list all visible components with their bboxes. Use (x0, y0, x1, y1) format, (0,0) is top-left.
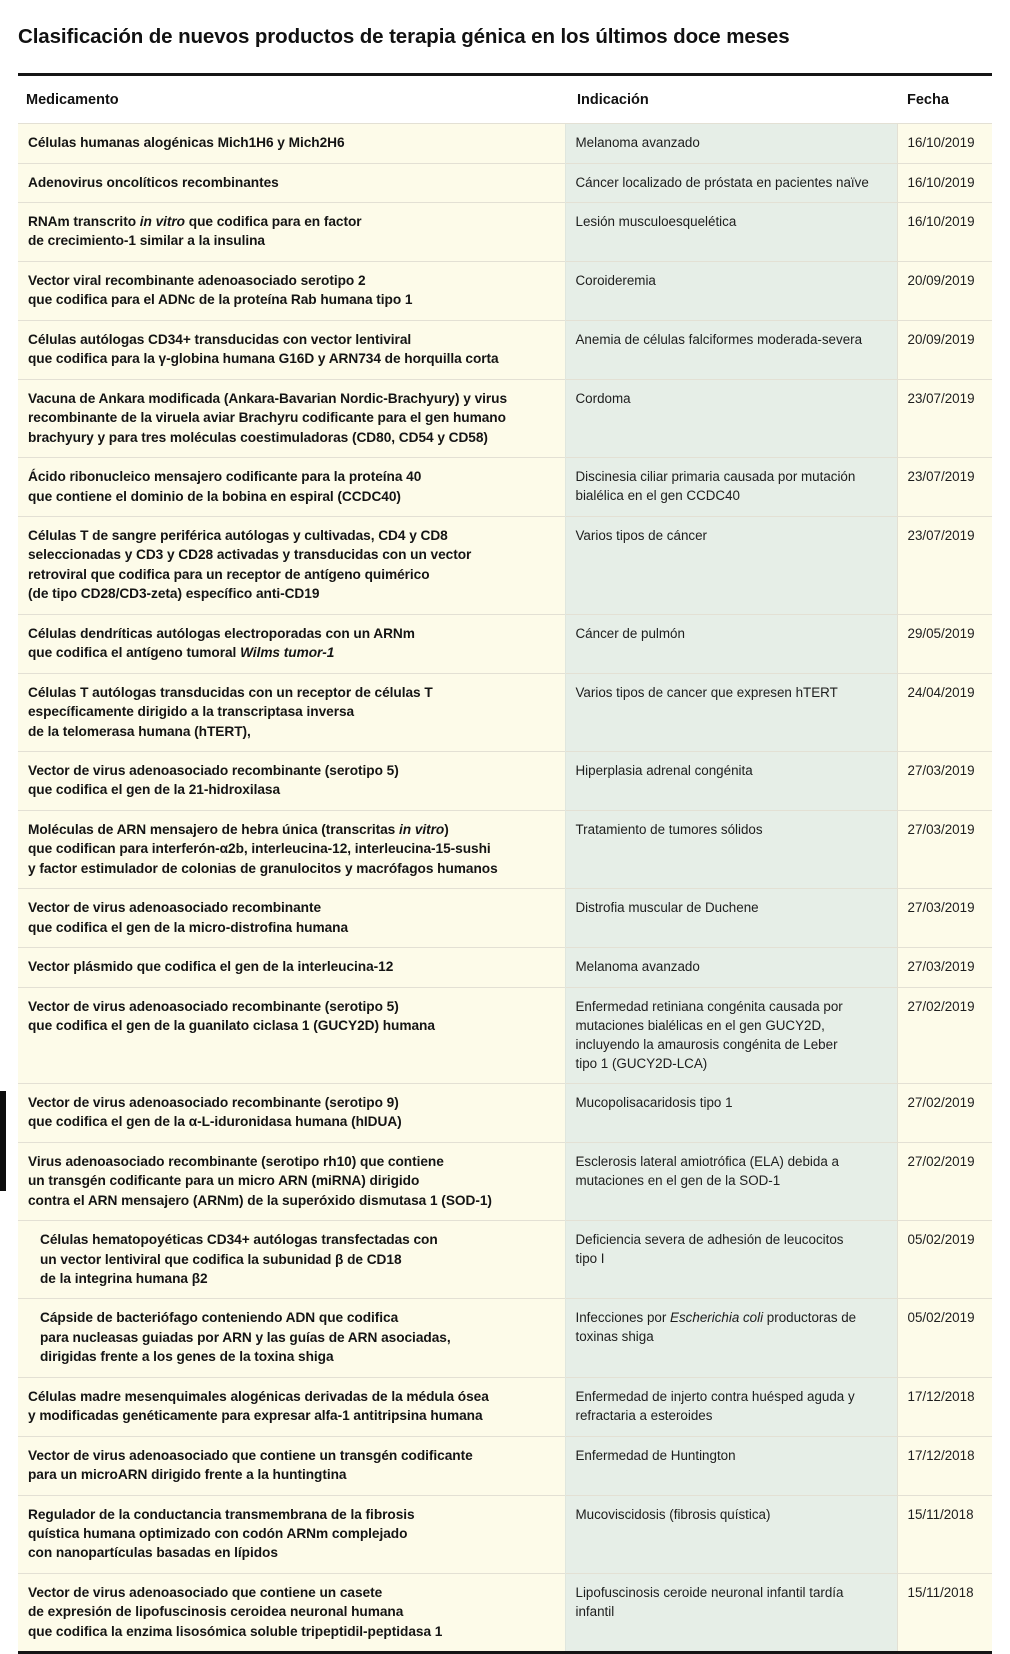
table-row (18, 516, 992, 614)
cell-fecha: 24/04/2019 (897, 673, 992, 751)
indicacion-line: Melanoma avanzado (575, 135, 700, 151)
medicamento-line: un vector lentiviral que codifica la subunidad β de CD18 (40, 1251, 402, 1267)
medicamento-line: Vector de virus adenoasociado recombinante (28, 900, 322, 916)
table-row (18, 1083, 992, 1142)
medicamento-line: que contiene el dominio de la bobina en espiral (CCDC40) (28, 488, 401, 504)
medicamento-line: que codifica el gen de la micro-distrofina humana (28, 919, 349, 935)
cell-medicamento (18, 1436, 565, 1495)
cell-medicamento (18, 202, 565, 261)
cell-medicamento (18, 1083, 565, 1142)
cell-indicacion (565, 948, 897, 987)
table-row (18, 1573, 992, 1651)
table-row (18, 1377, 992, 1436)
cell-medicamento (18, 1221, 565, 1299)
indicacion-line: tipo 1 (GUCY2D-LCA) (575, 1055, 708, 1071)
medicamento-line: Vector de virus adenoasociado que contiene un casete (28, 1584, 383, 1600)
table-row (18, 320, 992, 379)
medicamento-line: Células T autólogas transducidas con un receptor de células T (28, 684, 433, 700)
table-body (18, 124, 992, 1652)
cell-fecha: 05/02/2019 (897, 1221, 992, 1299)
medicamento-line: un transgén codificante para un micro ARN (miRNA) dirigido (28, 1173, 420, 1189)
medicamento-line: contra el ARN mensajero (ARNm) de la superóxido dismutasa 1 (SOD-1) (28, 1192, 492, 1208)
cell-fecha: 17/12/2018 (897, 1377, 992, 1436)
medicamento-line: Células dendríticas autólogas electroporadas con un ARNm (28, 625, 415, 641)
medicamento-line: Virus adenoasociado recombinante (serotipo rh10) que contiene (28, 1153, 444, 1169)
cell-medicamento (18, 1573, 565, 1651)
cell-fecha: 16/10/2019 (897, 202, 992, 261)
cell-indicacion (565, 614, 897, 673)
cell-fecha: 16/10/2019 (897, 163, 992, 202)
cell-indicacion (565, 1573, 897, 1651)
cell-medicamento (18, 163, 565, 202)
page-title-emphasis: terapia génica (389, 24, 526, 48)
cell-fecha: 15/11/2018 (897, 1573, 992, 1651)
gene-therapy-table (18, 76, 992, 1651)
page-edge-artifact (0, 1091, 6, 1191)
indicacion-line: Discinesia ciliar primaria causada por mutación (575, 469, 856, 485)
medicamento-line: Células hematopoyéticas CD34+ autólogas transfectadas con (40, 1232, 438, 1248)
cell-fecha: 17/12/2018 (897, 1436, 992, 1495)
medicamento-line: Ácido ribonucleico mensajero codificante para la proteína 40 (28, 469, 422, 485)
medicamento-line: recombinante de la viruela aviar Brachyru codificante para el gen humano (28, 410, 506, 426)
medicamento-line: que codifica la enzima lisosómica soluble tripeptidil-peptidasa 1 (28, 1623, 443, 1639)
cell-indicacion (565, 124, 897, 163)
medicamento-line: brachyury y para tres moléculas coestimuladoras (CD80, CD54 y CD58) (28, 429, 488, 445)
medicamento-line: Células madre mesenquimales alogénicas derivadas de la médula ósea (28, 1388, 489, 1404)
cell-medicamento (18, 1299, 565, 1377)
indicacion-line: Distrofia muscular de Duchene (575, 900, 759, 916)
indicacion-line: Lipofuscinosis ceroide neuronal infantil tardía (575, 1584, 844, 1600)
cell-indicacion (565, 379, 897, 457)
medicamento-line: que codifica el gen de la α-L-iduronidasa humana (hIDUA) (28, 1114, 402, 1130)
medicamento-line: que codifica el gen de la 21-hidroxilasa (28, 782, 281, 798)
medicamento-line: que codifican para interferón-α2b, interleucina-12, interleucina-15-sushi (28, 841, 491, 857)
indicacion-line: Esclerosis lateral amiotrófica (ELA) debida a (575, 1153, 839, 1169)
medicamento-line: y factor estimulador de colonias de granulocitos y macrófagos humanos (28, 860, 498, 876)
indicacion-line: Melanoma avanzado (575, 959, 700, 975)
cell-indicacion (565, 261, 897, 320)
indicacion-line: Coroideremia (575, 272, 656, 288)
indicacion-line: Mucoviscidosis (fibrosis quística) (575, 1506, 771, 1522)
medicamento-line: y modificadas genéticamente para expresar alfa-1 antitripsina humana (28, 1408, 483, 1424)
cell-fecha: 27/03/2019 (897, 752, 992, 811)
cell-medicamento (18, 673, 565, 751)
table-row (18, 202, 992, 261)
medicamento-line: para un microARN dirigido frente a la huntingtina (28, 1467, 347, 1483)
medicamento-line: Vacuna de Ankara modificada (Ankara-Bavarian Nordic-Brachyury) y virus (28, 390, 508, 406)
medicamento-line: para nucleasas guiadas por ARN y las guías de ARN asociadas, (40, 1329, 451, 1345)
medicamento-line: de crecimiento-1 similar a la insulina (28, 233, 265, 249)
medicamento-line: (de tipo CD28/CD3-zeta) específico anti-CD19 (28, 586, 320, 602)
indicacion-line: mutaciones en el gen de la SOD-1 (575, 1172, 781, 1188)
cell-indicacion (565, 1299, 897, 1377)
indicacion-line: Mucopolisacaridosis tipo 1 (575, 1094, 733, 1110)
indicacion-line: Hiperplasia adrenal congénita (575, 763, 753, 779)
cell-indicacion (565, 1083, 897, 1142)
cell-medicamento (18, 320, 565, 379)
cell-indicacion (565, 1142, 897, 1220)
table-row (18, 261, 992, 320)
cell-fecha: 27/02/2019 (897, 1083, 992, 1142)
indicacion-line: mutaciones bialélicas en el gen GUCY2D, (575, 1017, 825, 1033)
table-row (18, 1299, 992, 1377)
indicacion-line: Cáncer localizado de próstata en pacientes naïve (575, 174, 869, 190)
indicacion-line: Cordoma (575, 390, 631, 406)
cell-indicacion (565, 987, 897, 1083)
cell-indicacion (565, 163, 897, 202)
cell-medicamento (18, 458, 565, 517)
cell-indicacion (565, 1377, 897, 1436)
cell-medicamento (18, 1142, 565, 1220)
medicamento-line: Regulador de la conductancia transmembrana de la fibrosis (28, 1506, 415, 1522)
table-header-row (18, 76, 992, 124)
cell-medicamento (18, 1495, 565, 1573)
cell-fecha: 20/09/2019 (897, 261, 992, 320)
cell-medicamento (18, 752, 565, 811)
cell-fecha: 05/02/2019 (897, 1299, 992, 1377)
page-title-prefix: Clasificación de nuevos productos de (18, 24, 390, 48)
cell-medicamento (18, 124, 565, 163)
medicamento-line: Células autólogas CD34+ transducidas con vector lentiviral (28, 331, 412, 347)
indicacion-line: Enfermedad de Huntington (575, 1447, 736, 1463)
cell-fecha: 27/03/2019 (897, 810, 992, 888)
document-page (0, 14, 1010, 1654)
indicacion-line: Infecciones por Escherichia coli productoras de (575, 1310, 857, 1326)
indicacion-line: Varios tipos de cancer que expresen hTERT (575, 684, 838, 700)
cell-medicamento (18, 948, 565, 987)
cell-indicacion (565, 320, 897, 379)
medicamento-line: específicamente dirigido a la transcriptasa inversa (28, 704, 355, 720)
column-header-indicacion: Indicación (565, 76, 897, 124)
cell-indicacion (565, 1495, 897, 1573)
medicamento-line: de la telomerasa humana (hTERT), (28, 723, 251, 739)
cell-fecha: 27/02/2019 (897, 1142, 992, 1220)
cell-indicacion (565, 752, 897, 811)
indicacion-line: Cáncer de pulmón (575, 625, 685, 641)
cell-indicacion (565, 1221, 897, 1299)
page-title (18, 14, 992, 60)
table-row (18, 1142, 992, 1220)
indicacion-line: Lesión musculoesquelética (575, 213, 737, 229)
cell-indicacion (565, 516, 897, 614)
cell-fecha: 16/10/2019 (897, 124, 992, 163)
table-row (18, 752, 992, 811)
medicamento-line: de expresión de lipofuscinosis ceroidea neuronal humana (28, 1604, 404, 1620)
indicacion-line: tipo I (575, 1251, 605, 1267)
table-row (18, 1495, 992, 1573)
page-title-suffix: en los últimos doce meses (525, 24, 790, 48)
cell-indicacion (565, 810, 897, 888)
cell-medicamento (18, 889, 565, 948)
cell-fecha: 23/07/2019 (897, 379, 992, 457)
cell-medicamento (18, 614, 565, 673)
medicamento-line: Vector de virus adenoasociado recombinante (serotipo 5) (28, 998, 399, 1014)
medicamento-line: que codifica el antígeno tumoral Wilms tumor-1 (28, 645, 335, 661)
medicamento-line: dirigidas frente a los genes de la toxina shiga (40, 1349, 334, 1365)
column-header-medicamento: Medicamento (18, 76, 565, 124)
cell-fecha: 27/03/2019 (897, 948, 992, 987)
table-header (18, 76, 992, 124)
table-row (18, 1221, 992, 1299)
table-row (18, 163, 992, 202)
cell-medicamento (18, 987, 565, 1083)
indicacion-line: Varios tipos de cáncer (575, 527, 707, 543)
cell-indicacion (565, 673, 897, 751)
indicacion-line: Deficiencia severa de adhesión de leucocitos (575, 1232, 844, 1248)
medicamento-line: Vector de virus adenoasociado recombinante (serotipo 9) (28, 1094, 399, 1110)
medicamento-line: Vector viral recombinante adenoasociado serotipo 2 (28, 272, 366, 288)
table-row (18, 458, 992, 517)
cell-indicacion (565, 202, 897, 261)
table-row (18, 987, 992, 1083)
medicamento-line: con nanopartículas basadas en lípidos (28, 1545, 278, 1561)
medicamento-line: que codifica para el ADNc de la proteína Rab humana tipo 1 (28, 292, 413, 308)
medicamento-line: Vector plásmido que codifica el gen de la interleucina-12 (28, 959, 394, 975)
medicamento-line: de la integrina humana β2 (40, 1270, 208, 1286)
indicacion-line: refractaria a esteroides (575, 1407, 713, 1423)
cell-medicamento (18, 261, 565, 320)
cell-fecha: 27/03/2019 (897, 889, 992, 948)
medicamento-line: Vector de virus adenoasociado recombinante (serotipo 5) (28, 763, 399, 779)
indicacion-line: incluyendo la amaurosis congénita de Leber (575, 1036, 838, 1052)
cell-indicacion (565, 1436, 897, 1495)
indicacion-line: Enfermedad retiniana congénita causada por (575, 998, 843, 1014)
cell-medicamento (18, 1377, 565, 1436)
cell-fecha: 15/11/2018 (897, 1495, 992, 1573)
table-row (18, 889, 992, 948)
medicamento-line: quística humana optimizado con codón ARNm complejado (28, 1526, 408, 1542)
cell-fecha: 23/07/2019 (897, 458, 992, 517)
indicacion-line: infantil (575, 1603, 615, 1619)
table-row (18, 614, 992, 673)
indicacion-line: toxinas shiga (575, 1329, 654, 1345)
cell-fecha: 20/09/2019 (897, 320, 992, 379)
indicacion-line: bialélica en el gen CCDC40 (575, 488, 740, 504)
cell-medicamento (18, 379, 565, 457)
medicamento-line: Cápside de bacteriófago conteniendo ADN que codifica (40, 1310, 399, 1326)
table-row (18, 673, 992, 751)
table-row (18, 948, 992, 987)
column-header-fecha: Fecha (897, 76, 992, 124)
table-row (18, 124, 992, 163)
table-row (18, 810, 992, 888)
cell-medicamento (18, 810, 565, 888)
cell-indicacion (565, 458, 897, 517)
medicamento-line: que codifica para la γ-globina humana G16D y ARN734 de horquilla corta (28, 351, 499, 367)
medicamento-line: RNAm transcrito in vitro que codifica para en factor (28, 213, 362, 229)
indicacion-line: Tratamiento de tumores sólidos (575, 821, 763, 837)
cell-indicacion (565, 889, 897, 948)
medicamento-line: Moléculas de ARN mensajero de hebra única (transcritas in vitro) (28, 821, 449, 837)
medicamento-line: seleccionadas y CD3 y CD28 activadas y transducidas con un vector (28, 547, 472, 563)
medicamento-line: Adenovirus oncolíticos recombinantes (28, 174, 279, 190)
cell-fecha: 29/05/2019 (897, 614, 992, 673)
medicamento-line: Células T de sangre periférica autólogas y cultivadas, CD4 y CD8 (28, 527, 448, 543)
cell-medicamento (18, 516, 565, 614)
table-row (18, 1436, 992, 1495)
indicacion-line: Enfermedad de injerto contra huésped aguda y (575, 1388, 855, 1404)
medicamento-line: que codifica el gen de la guanilato ciclasa 1 (GUCY2D) humana (28, 1018, 435, 1034)
medicamento-line: Células humanas alogénicas Mich1H6 y Mich2H6 (28, 135, 345, 151)
table-row (18, 379, 992, 457)
indicacion-line: Anemia de células falciformes moderada-severa (575, 331, 863, 347)
medicamento-line: Vector de virus adenoasociado que contiene un transgén codificante (28, 1447, 473, 1463)
cell-fecha: 27/02/2019 (897, 987, 992, 1083)
medicamento-line: retroviral que codifica para un receptor de antígeno quimérico (28, 566, 430, 582)
cell-fecha: 23/07/2019 (897, 516, 992, 614)
